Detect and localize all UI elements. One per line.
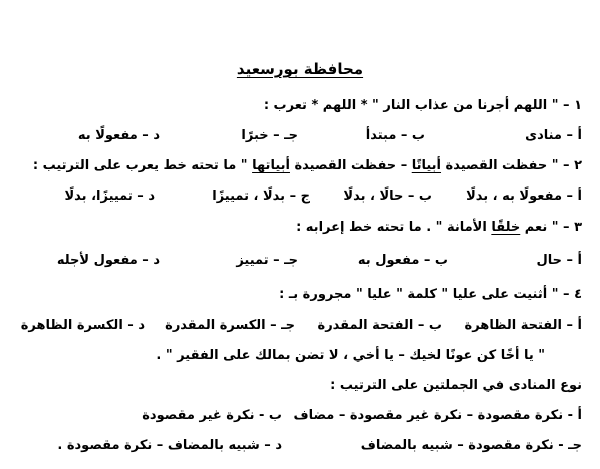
q1-option-b[interactable]: ب – مبتدأ (365, 128, 425, 143)
q3-option-b[interactable]: ب – مفعول به (357, 253, 448, 268)
q5-option-c[interactable]: جـ - نكرة مقصودة – شبيه بالمضاف (360, 438, 582, 453)
q5-option-d[interactable]: د – شبيه بالمضاف – نكرة مقصودة . (57, 438, 282, 453)
question-2-text (18, 158, 582, 180)
q3-option-c[interactable]: جـ – تمييز (236, 253, 298, 268)
q4-option-c[interactable]: جـ – الكسرة المقدرة (165, 318, 295, 333)
q2-underlined-1: أبياتًا (411, 158, 442, 173)
q1-option-d[interactable]: د – مفعولًا به (77, 128, 160, 143)
q3-part2: الأمانة " . ما تحته خط إعرابه : (296, 220, 492, 235)
q4-option-b[interactable]: ب – الفتحة المقدرة (317, 318, 442, 333)
q2-underlined-2: أبياتها (252, 158, 290, 173)
q3-underlined: خلقًا (491, 220, 521, 235)
q2-option-c[interactable]: ج – بدلًا ، تمييزًا (212, 189, 310, 204)
page-title (0, 60, 600, 78)
question-5-quote: " يا أخًا كن عونًا لخيك – يا أخي ، لا تضن بمالك على الفقير " . (156, 348, 545, 363)
q1-option-c[interactable]: جـ – خبرًا (241, 128, 298, 143)
question-4-text: ٤ – " أثنيت على عليا " كلمة " عليا " مجرورة بـ : (279, 287, 582, 302)
q3-part1: ٣ – " نعم (520, 220, 582, 235)
q2-part3: " ما تحته خط يعرب على الترتيب : (32, 158, 253, 173)
q3-option-a[interactable]: أ – حال (536, 253, 582, 268)
question-3-text (18, 220, 582, 242)
question-1-text: ١ – " اللهم أجرنا من عذاب النار " * اللهم * تعرب : (263, 98, 582, 113)
q1-option-a[interactable]: أ – منادى (525, 128, 582, 143)
q2-option-a[interactable]: أ – مفعولًا به ، بدلًا (466, 189, 582, 204)
q5-option-a[interactable]: أ - نكرة مقصودة – نكرة غير مقصودة – مضاف (293, 408, 582, 423)
q2-part1: ٢ – " حفظت القصيدة (441, 158, 582, 173)
title-text: محافظة بورسعيد (236, 60, 364, 78)
q3-option-d[interactable]: د – مفعول لأجله (56, 253, 160, 268)
q5-option-b[interactable]: ب - نكرة غير مقصودة (142, 408, 282, 423)
q4-option-d[interactable]: د – الكسرة الظاهرة (20, 318, 145, 333)
question-5-prompt: نوع المنادى في الجملتين على الترتيب : (330, 378, 582, 393)
q4-option-a[interactable]: أ – الفتحة الظاهرة (464, 318, 582, 333)
q2-option-d[interactable]: د – تمييزًا، بدلًا (64, 189, 155, 204)
q2-part2: – حفظت القصيدة (289, 158, 412, 173)
q2-option-b[interactable]: ب – حالًا ، بدلًا (343, 189, 432, 204)
